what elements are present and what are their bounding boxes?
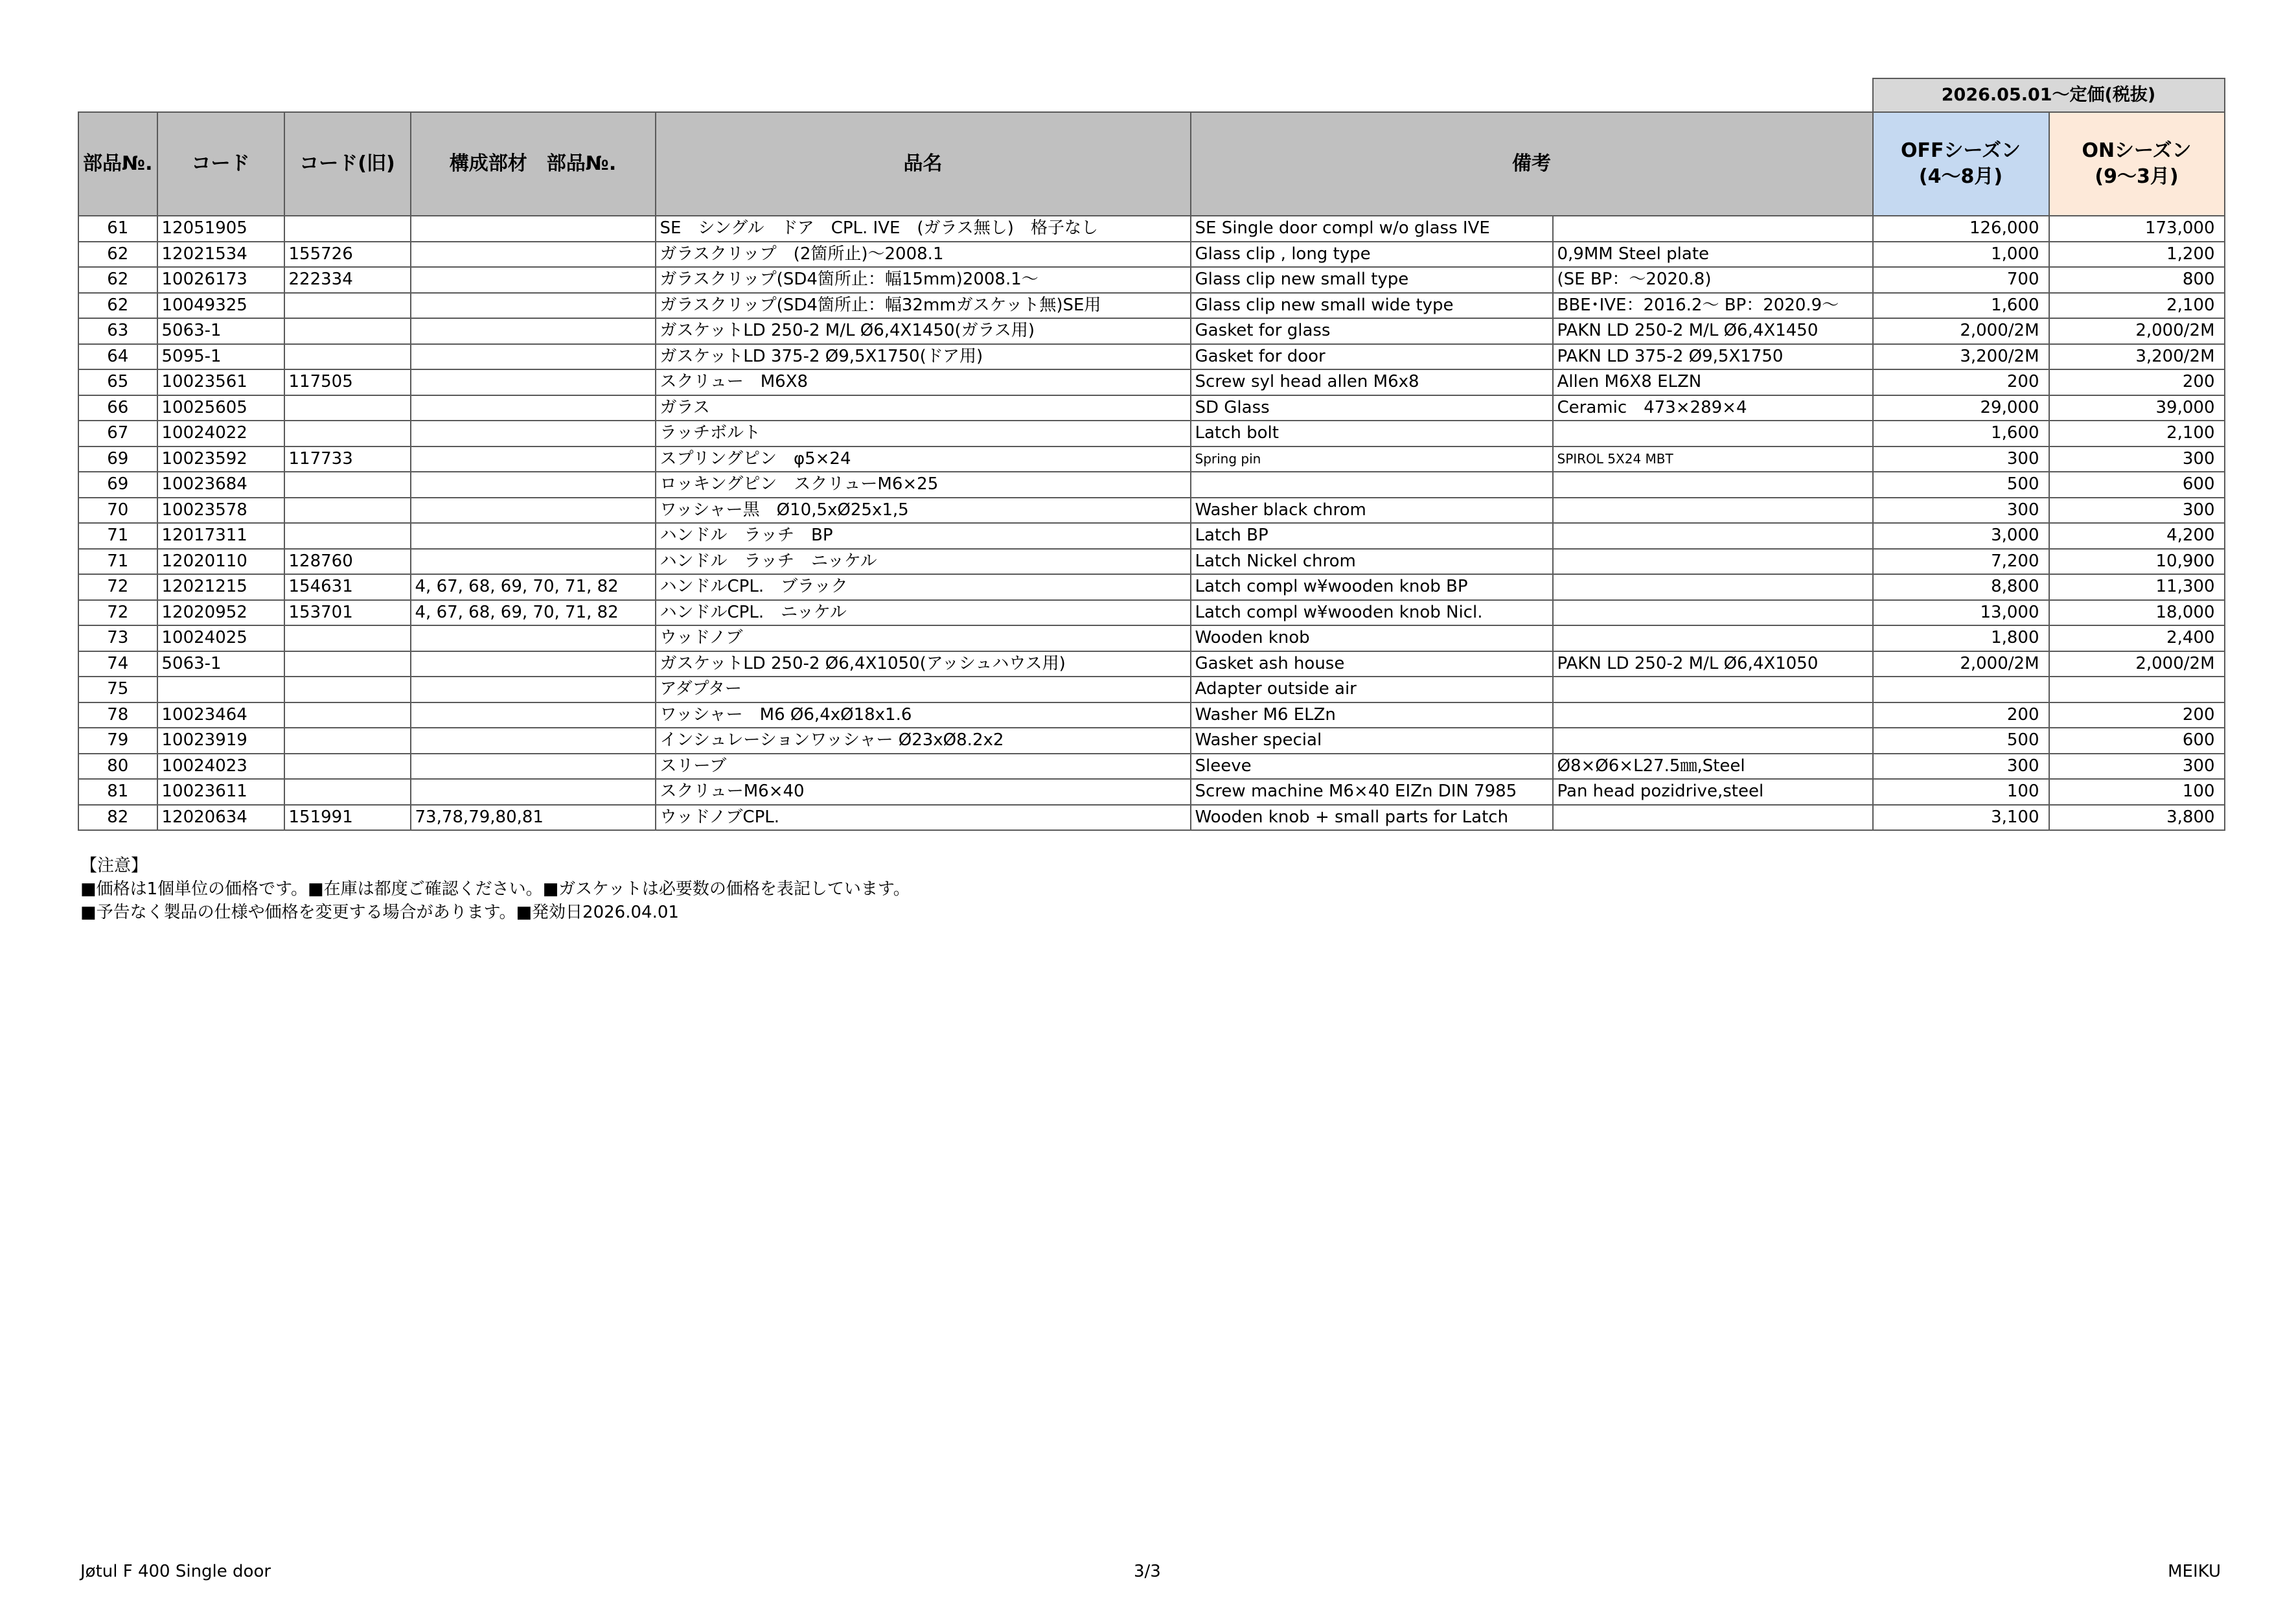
cell-part-no: 69 — [78, 447, 157, 472]
cell-part-no: 74 — [78, 651, 157, 677]
cell-on-price: 800 — [2049, 267, 2225, 293]
cell-note — [1553, 498, 1873, 524]
cell-on-price: 300 — [2049, 498, 2225, 524]
cell-old-code — [284, 318, 411, 344]
cell-code: 10023464 — [157, 702, 284, 728]
cell-description: Washer special — [1191, 728, 1553, 754]
on-season-label: ONシーズン — [2082, 139, 2192, 162]
cell-description: SD Glass — [1191, 395, 1553, 421]
table-row — [78, 369, 2225, 395]
cell-note: 0,9MM Steel plate — [1553, 242, 1873, 268]
cell-on-price — [2049, 677, 2225, 702]
cell-part-no: 73 — [78, 625, 157, 651]
table-row — [78, 472, 2225, 498]
cell-name: ハンドル ラッチ ニッケル — [656, 549, 1191, 575]
cell-old-code — [284, 728, 411, 754]
cell-components — [411, 728, 656, 754]
cell-part-no: 66 — [78, 395, 157, 421]
cell-components — [411, 625, 656, 651]
cell-note — [1553, 574, 1873, 600]
cell-code: 12017311 — [157, 523, 284, 549]
table-row — [78, 702, 2225, 728]
cell-off-price: 126,000 — [1873, 216, 2049, 242]
cell-description: Screw machine M6×40 EIZn DIN 7985 — [1191, 779, 1553, 805]
cell-off-price — [1873, 677, 2049, 702]
cell-off-price: 300 — [1873, 447, 2049, 472]
on-season-months: (9～3月) — [2095, 165, 2179, 188]
cell-note — [1553, 625, 1873, 651]
header-on-season — [2049, 112, 2225, 216]
cell-components — [411, 369, 656, 395]
cell-code: 5063-1 — [157, 318, 284, 344]
cell-code: 10026173 — [157, 267, 284, 293]
cell-old-code: 128760 — [284, 549, 411, 575]
cell-part-no: 82 — [78, 805, 157, 831]
cell-off-price: 300 — [1873, 498, 2049, 524]
cell-part-no: 75 — [78, 677, 157, 702]
table-row — [78, 549, 2225, 575]
cell-code: 10023611 — [157, 779, 284, 805]
table-row — [78, 421, 2225, 447]
cell-name: ロッキングピン スクリューM6×25 — [656, 472, 1191, 498]
cell-note — [1553, 421, 1873, 447]
cell-components: 4, 67, 68, 69, 70, 71, 82 — [411, 574, 656, 600]
off-season-label: OFFシーズン — [1901, 139, 2021, 162]
cell-off-price: 1,000 — [1873, 242, 2049, 268]
cell-old-code: 153701 — [284, 600, 411, 626]
cell-description: Gasket for glass — [1191, 318, 1553, 344]
cell-note: PAKN LD 375-2 Ø9,5X1750 — [1553, 344, 1873, 370]
cell-old-code — [284, 625, 411, 651]
table-row — [78, 677, 2225, 702]
cell-off-price: 1,600 — [1873, 421, 2049, 447]
cell-part-no: 70 — [78, 498, 157, 524]
cell-old-code: 117505 — [284, 369, 411, 395]
cell-old-code — [284, 344, 411, 370]
cell-on-price: 2,100 — [2049, 293, 2225, 319]
cell-code: 5063-1 — [157, 651, 284, 677]
cell-off-price: 500 — [1873, 728, 2049, 754]
header-components: 構成部材 部品№. — [411, 112, 656, 216]
table-row — [78, 447, 2225, 472]
cell-code: 10049325 — [157, 293, 284, 319]
cell-on-price: 100 — [2049, 779, 2225, 805]
cell-code: 5095-1 — [157, 344, 284, 370]
cell-off-price: 7,200 — [1873, 549, 2049, 575]
cell-part-no: 62 — [78, 242, 157, 268]
cell-description: Glass clip new small wide type — [1191, 293, 1553, 319]
header-part-no: 部品№. — [78, 112, 157, 216]
cell-components — [411, 395, 656, 421]
cell-note — [1553, 600, 1873, 626]
cell-old-code — [284, 702, 411, 728]
cell-description: Screw syl head allen M6x8 — [1191, 369, 1553, 395]
cell-note: Ceramic 473×289×4 — [1553, 395, 1873, 421]
cell-part-no: 62 — [78, 293, 157, 319]
cell-name: インシュレーションワッシャー Ø23xØ8.2x2 — [656, 728, 1191, 754]
cell-part-no: 80 — [78, 754, 157, 780]
cell-name: スクリューM6×40 — [656, 779, 1191, 805]
cell-note — [1553, 805, 1873, 831]
cell-note — [1553, 523, 1873, 549]
cell-part-no: 72 — [78, 574, 157, 600]
cell-old-code: 117733 — [284, 447, 411, 472]
cell-code: 12051905 — [157, 216, 284, 242]
cell-old-code — [284, 523, 411, 549]
header-name: 品名 — [656, 112, 1191, 216]
cell-off-price: 2,000/2M — [1873, 651, 2049, 677]
cell-components — [411, 779, 656, 805]
cell-name: ガラス — [656, 395, 1191, 421]
cell-part-no: 61 — [78, 216, 157, 242]
cell-code: 10024025 — [157, 625, 284, 651]
cell-on-price: 600 — [2049, 472, 2225, 498]
cell-off-price: 2,000/2M — [1873, 318, 2049, 344]
footer-page-number: 3/3 — [1134, 1562, 1161, 1581]
cell-on-price: 3,200/2M — [2049, 344, 2225, 370]
cell-description: Sleeve — [1191, 754, 1553, 780]
cell-note: Allen M6X8 ELZN — [1553, 369, 1873, 395]
cell-name: スプリングピン φ5×24 — [656, 447, 1191, 472]
cell-code: 12020110 — [157, 549, 284, 575]
cell-components — [411, 318, 656, 344]
cell-note: PAKN LD 250-2 M/L Ø6,4X1450 — [1553, 318, 1873, 344]
table-row — [78, 498, 2225, 524]
cell-off-price: 200 — [1873, 369, 2049, 395]
cell-off-price: 700 — [1873, 267, 2049, 293]
cell-part-no: 67 — [78, 421, 157, 447]
cell-old-code — [284, 754, 411, 780]
cell-name: ハンドル ラッチ BP — [656, 523, 1191, 549]
cell-components — [411, 344, 656, 370]
cell-note — [1553, 472, 1873, 498]
cell-code: 10023919 — [157, 728, 284, 754]
cell-on-price: 2,100 — [2049, 421, 2225, 447]
cell-note — [1553, 702, 1873, 728]
cell-part-no: 63 — [78, 318, 157, 344]
cell-on-price: 2,000/2M — [2049, 318, 2225, 344]
cell-old-code: 154631 — [284, 574, 411, 600]
cell-off-price: 1,600 — [1873, 293, 2049, 319]
cell-code: 10024023 — [157, 754, 284, 780]
cell-on-price: 10,900 — [2049, 549, 2225, 575]
cell-components — [411, 549, 656, 575]
cell-code — [157, 677, 284, 702]
table-row — [78, 574, 2225, 600]
cell-description — [1191, 472, 1553, 498]
cell-name: ウッドノブ — [656, 625, 1191, 651]
cell-description: Wooden knob + small parts for Latch — [1191, 805, 1553, 831]
cell-components — [411, 216, 656, 242]
cell-old-code — [284, 498, 411, 524]
cell-code: 10023578 — [157, 498, 284, 524]
cell-description: Washer M6 ELZn — [1191, 702, 1553, 728]
cell-name: ワッシャー M6 Ø6,4xØ18x1.6 — [656, 702, 1191, 728]
cell-old-code: 155726 — [284, 242, 411, 268]
cell-on-price: 3,800 — [2049, 805, 2225, 831]
cell-code: 10024022 — [157, 421, 284, 447]
cell-code: 12021215 — [157, 574, 284, 600]
table-row — [78, 267, 2225, 293]
cell-part-no: 64 — [78, 344, 157, 370]
cell-description: Spring pin — [1191, 447, 1553, 472]
cell-name: ガラスクリップ(SD4箇所止：幅32mmガスケット無)SE用 — [656, 293, 1191, 319]
cell-off-price: 3,100 — [1873, 805, 2049, 831]
cell-old-code — [284, 677, 411, 702]
cell-on-price: 300 — [2049, 447, 2225, 472]
cell-on-price: 2,000/2M — [2049, 651, 2225, 677]
cell-on-price: 4,200 — [2049, 523, 2225, 549]
cell-off-price: 500 — [1873, 472, 2049, 498]
cell-old-code — [284, 779, 411, 805]
cell-old-code — [284, 421, 411, 447]
table-row — [78, 523, 2225, 549]
cell-note: Pan head pozidrive,steel — [1553, 779, 1873, 805]
header-code: コード — [157, 112, 284, 216]
cell-note — [1553, 728, 1873, 754]
cell-description: Wooden knob — [1191, 625, 1553, 651]
cell-code: 12020634 — [157, 805, 284, 831]
table-row — [78, 728, 2225, 754]
cell-components — [411, 421, 656, 447]
cell-code: 10023684 — [157, 472, 284, 498]
cell-off-price: 300 — [1873, 754, 2049, 780]
cell-note: PAKN LD 250-2 M/L Ø6,4X1050 — [1553, 651, 1873, 677]
cell-on-price: 11,300 — [2049, 574, 2225, 600]
cell-code: 10025605 — [157, 395, 284, 421]
notes-title: 【注意】 — [80, 856, 148, 876]
cell-name: ガラスクリップ(SD4箇所止：幅15mm)2008.1～ — [656, 267, 1191, 293]
cell-off-price: 100 — [1873, 779, 2049, 805]
footer-document-title: Jøtul F 400 Single door — [80, 1562, 271, 1581]
cell-off-price: 3,200/2M — [1873, 344, 2049, 370]
cell-note: SPIROL 5X24 MBT — [1553, 447, 1873, 472]
cell-components: 73,78,79,80,81 — [411, 805, 656, 831]
cell-on-price: 173,000 — [2049, 216, 2225, 242]
notes-line-1: ■価格は1個単位の価格です。■在庫は都度ご確認ください。■ガスケットは必要数の価格を表記しています。 — [80, 879, 910, 899]
cell-old-code — [284, 293, 411, 319]
cell-old-code: 151991 — [284, 805, 411, 831]
cell-description: Latch BP — [1191, 523, 1553, 549]
cell-components: 4, 67, 68, 69, 70, 71, 82 — [411, 600, 656, 626]
cell-old-code — [284, 395, 411, 421]
cell-name: ワッシャー黒 Ø10,5xØ25x1,5 — [656, 498, 1191, 524]
cell-note: BBE･IVE：2016.2～ BP：2020.9～ — [1553, 293, 1873, 319]
cell-note: Ø8×Ø6×L27.5㎜,Steel — [1553, 754, 1873, 780]
cell-part-no: 62 — [78, 267, 157, 293]
cell-note — [1553, 677, 1873, 702]
cell-old-code — [284, 216, 411, 242]
cell-description: Latch compl w¥wooden knob BP — [1191, 574, 1553, 600]
table-row — [78, 754, 2225, 780]
cell-off-price: 29,000 — [1873, 395, 2049, 421]
header-old-code: コード(旧) — [284, 112, 411, 216]
cell-on-price: 300 — [2049, 754, 2225, 780]
cell-name: スリーブ — [656, 754, 1191, 780]
cell-on-price: 600 — [2049, 728, 2225, 754]
cell-old-code — [284, 651, 411, 677]
price-period-header: 2026.05.01～定価(税抜) — [1873, 78, 2225, 112]
notes-section — [80, 854, 910, 924]
cell-old-code — [284, 472, 411, 498]
cell-part-no: 69 — [78, 472, 157, 498]
off-season-months: (4～8月) — [1918, 165, 2003, 188]
cell-description: Latch bolt — [1191, 421, 1553, 447]
cell-components — [411, 754, 656, 780]
cell-part-no: 71 — [78, 523, 157, 549]
table-row — [78, 216, 2225, 242]
cell-name: SE シングル ドア CPL. IVE (ガラス無し) 格子なし — [656, 216, 1191, 242]
cell-name: アダプター — [656, 677, 1191, 702]
cell-name: スクリュー M6X8 — [656, 369, 1191, 395]
cell-description: Latch Nickel chrom — [1191, 549, 1553, 575]
cell-components — [411, 242, 656, 268]
cell-name: ガラスクリップ (2箇所止)～2008.1 — [656, 242, 1191, 268]
cell-note — [1553, 216, 1873, 242]
header-remarks: 備考 — [1191, 112, 1873, 216]
cell-off-price: 200 — [1873, 702, 2049, 728]
cell-description: Glass clip new small type — [1191, 267, 1553, 293]
cell-on-price: 1,200 — [2049, 242, 2225, 268]
parts-price-table — [78, 78, 2225, 831]
cell-description: Gasket ash house — [1191, 651, 1553, 677]
cell-part-no: 78 — [78, 702, 157, 728]
cell-description: Washer black chrom — [1191, 498, 1553, 524]
cell-on-price: 200 — [2049, 369, 2225, 395]
cell-description: Glass clip , long type — [1191, 242, 1553, 268]
table-row — [78, 293, 2225, 319]
cell-description: Gasket for door — [1191, 344, 1553, 370]
cell-components — [411, 523, 656, 549]
cell-on-price: 18,000 — [2049, 600, 2225, 626]
table-row — [78, 395, 2225, 421]
cell-off-price: 8,800 — [1873, 574, 2049, 600]
table-row — [78, 600, 2225, 626]
cell-part-no: 81 — [78, 779, 157, 805]
cell-code: 12021534 — [157, 242, 284, 268]
cell-name: ハンドルCPL. ニッケル — [656, 600, 1191, 626]
cell-part-no: 79 — [78, 728, 157, 754]
cell-on-price: 2,400 — [2049, 625, 2225, 651]
table-row — [78, 651, 2225, 677]
cell-components — [411, 702, 656, 728]
table-row — [78, 318, 2225, 344]
cell-description: Adapter outside air — [1191, 677, 1553, 702]
cell-part-no: 71 — [78, 549, 157, 575]
cell-part-no: 65 — [78, 369, 157, 395]
cell-part-no: 72 — [78, 600, 157, 626]
cell-description: SE Single door compl w/o glass IVE — [1191, 216, 1553, 242]
cell-components — [411, 472, 656, 498]
cell-components — [411, 677, 656, 702]
cell-note — [1553, 549, 1873, 575]
cell-code: 12020952 — [157, 600, 284, 626]
cell-code: 10023592 — [157, 447, 284, 472]
cell-code: 10023561 — [157, 369, 284, 395]
table-row — [78, 779, 2225, 805]
cell-components — [411, 447, 656, 472]
cell-name: ガスケットLD 250-2 M/L Ø6,4X1450(ガラス用) — [656, 318, 1191, 344]
cell-description: Latch compl w¥wooden knob Nicl. — [1191, 600, 1553, 626]
cell-on-price: 39,000 — [2049, 395, 2225, 421]
table-row — [78, 625, 2225, 651]
cell-name: ウッドノブCPL. — [656, 805, 1191, 831]
cell-name: ラッチボルト — [656, 421, 1191, 447]
cell-components — [411, 293, 656, 319]
notes-line-2: ■予告なく製品の仕様や価格を変更する場合があります。■発効日2026.04.01 — [80, 903, 679, 922]
cell-components — [411, 267, 656, 293]
cell-components — [411, 651, 656, 677]
table-row — [78, 242, 2225, 268]
cell-off-price: 1,800 — [1873, 625, 2049, 651]
footer-company: MEIKU — [2168, 1562, 2221, 1581]
cell-old-code: 222334 — [284, 267, 411, 293]
cell-on-price: 200 — [2049, 702, 2225, 728]
cell-name: ガスケットLD 375-2 Ø9,5X1750(ドア用) — [656, 344, 1191, 370]
cell-components — [411, 498, 656, 524]
cell-note: (SE BP：～2020.8) — [1553, 267, 1873, 293]
cell-name: ハンドルCPL. ブラック — [656, 574, 1191, 600]
table-row — [78, 344, 2225, 370]
cell-off-price: 3,000 — [1873, 523, 2049, 549]
table-row — [78, 805, 2225, 831]
cell-name: ガスケットLD 250-2 Ø6,4X1050(アッシュハウス用) — [656, 651, 1191, 677]
table-body — [78, 216, 2225, 830]
cell-off-price: 13,000 — [1873, 600, 2049, 626]
header-off-season — [1873, 112, 2049, 216]
